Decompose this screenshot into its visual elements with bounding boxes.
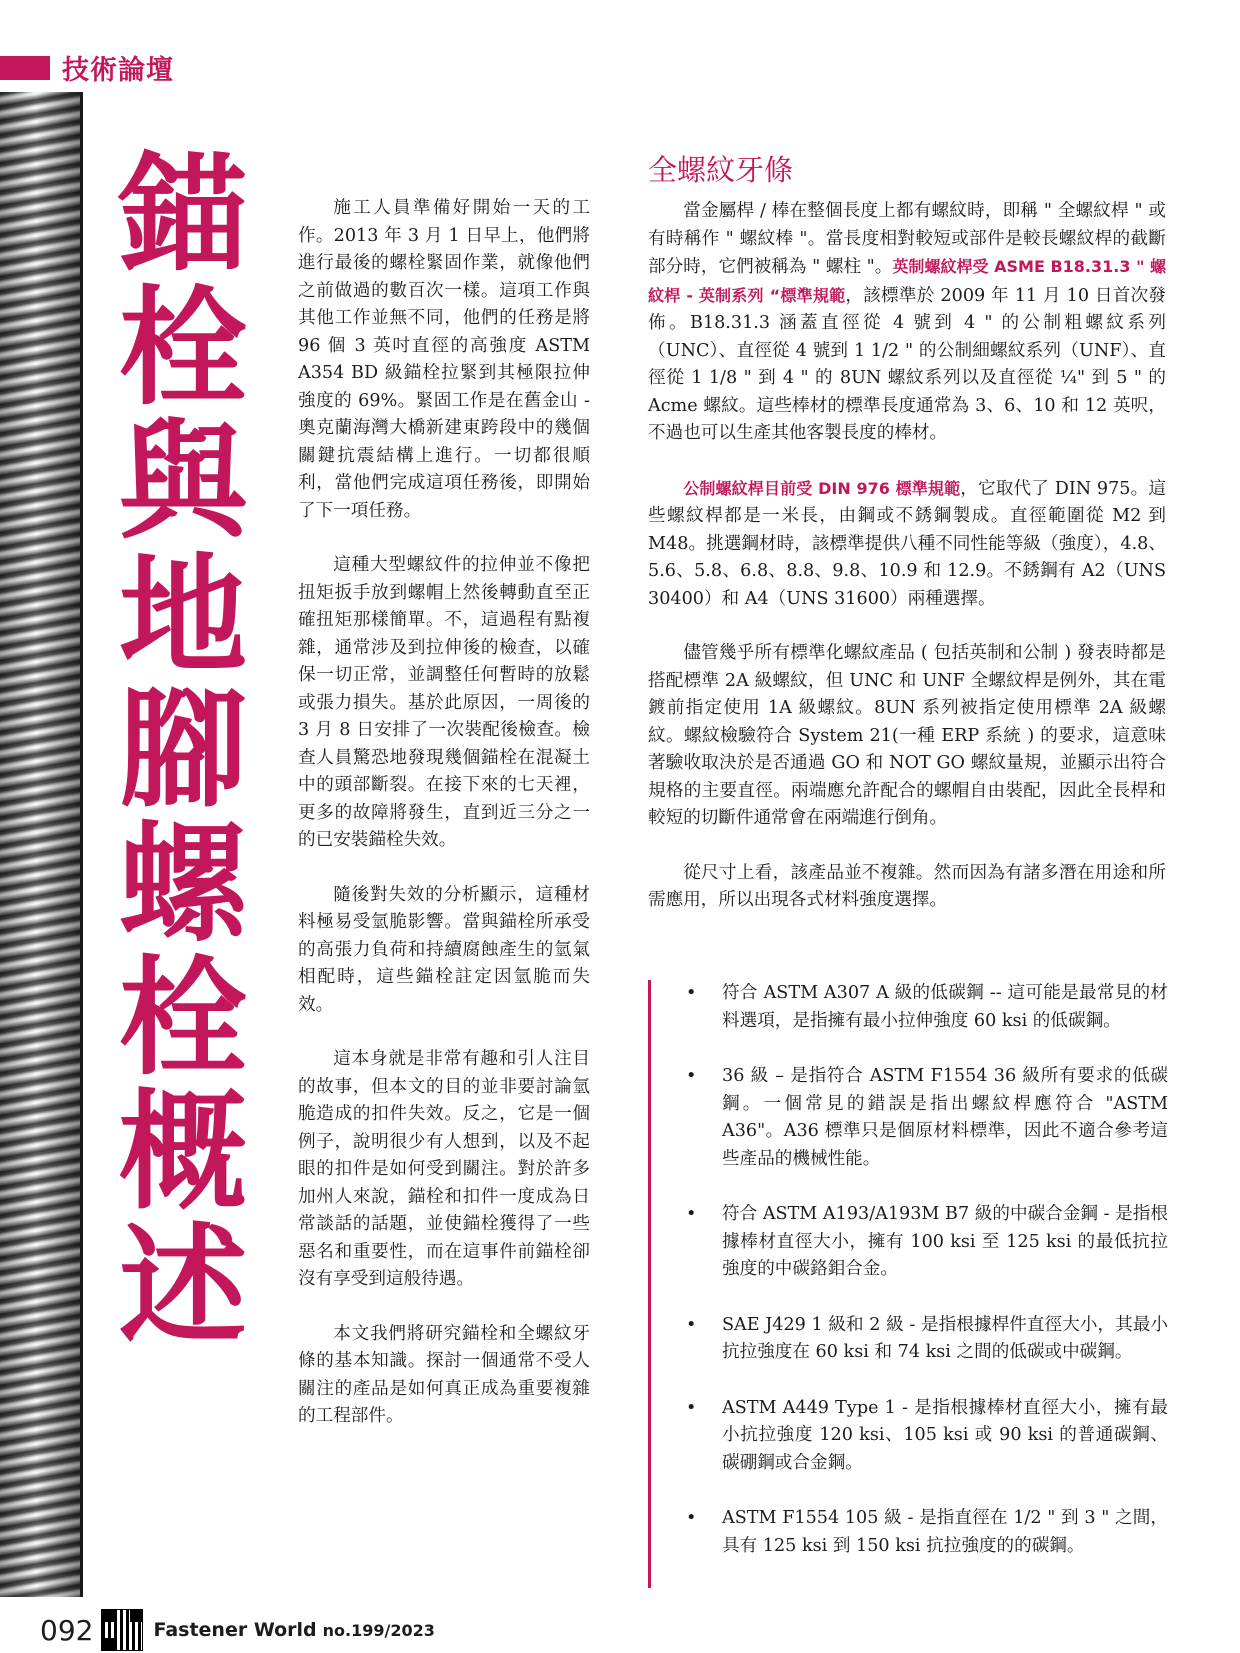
list-item: • ASTM A449 Type 1 - 是指根據棒材直徑大小，擁有最小抗拉強度 120 ksi、105 ksi 或 90 ksi 的普通碳鋼、碳硼鋼或合金鋼。	[722, 1395, 1168, 1478]
accent-rule	[648, 980, 651, 1588]
paragraph-text: ，它取代了 DIN 975。這些螺紋桿都是一米長，由鋼或不銹鋼製成。直徑範圍從 M2 到 M48。挑選鋼材時，該標準提供八種不同性能等級（強度），4.8、5.6、5.8、6.8、8.8、9.8、10.9 和 12.9。不銹鋼有 A2（UNS 30400）和 A4（UNS 31600）兩種選擇。	[648, 478, 1166, 609]
title-char: 與	[118, 408, 247, 557]
title-char: 栓	[118, 944, 247, 1093]
materials-list	[648, 980, 1168, 1560]
title-char: 腳	[118, 676, 247, 825]
title-char: 栓	[118, 274, 247, 423]
body-paragraph: 這本身就是非常有趣和引人注目的故事，但本文的目的並非要討論氫脆造成的扣件失效。反之，它是一個例子，說明很少有人想到，以及不起眼的扣件是如何受到關注。對於許多加州人來說，錨栓和扣件一度成為日常談話的話題，並使錨栓獲得了一些惡名和重要性，而在這事件前錨栓卻沒有享受到這般待遇。	[298, 1049, 590, 1289]
article-title	[108, 140, 258, 1361]
title-char: 概	[118, 1078, 247, 1227]
threaded-rod-image	[0, 92, 83, 1597]
body-paragraph	[648, 475, 1166, 614]
paragraph-text: 當金屬桿 / 棒在整個長度上都有螺紋時，即稱 " 全螺紋桿 " 或有時稱作 " 螺紋棒 "。當長度相對較短或部件是較長螺紋桿的截斷部分時，它們被稱為 " 螺柱 "。	[648, 201, 1166, 277]
qr-code-icon	[101, 1609, 143, 1651]
section-heading: 全螺紋牙條	[648, 153, 794, 187]
highlight-text: 公制螺紋桿目前受 DIN 976 標準規範	[683, 478, 961, 498]
issue-number: no.199/2023	[322, 1620, 435, 1640]
title-char: 述	[118, 1212, 247, 1361]
body-paragraph: 這種大型螺紋件的拉伸並不像把扭矩扳手放到螺帽上然後轉動直至正確扭矩那樣簡單。不，這過程有點複雜，通常涉及到拉伸後的檢查，以確保一切正常，並調整任何暫時的放鬆或張力損失。基於此原因，一周後的 3 月 8 日安排了一次裝配後檢查。檢查人員驚恐地發現幾個錨栓在混凝土中的頭部斷裂。在接下來的七天裡，更多的故障將發生，直到近三分之一的已安裝錨栓失效。	[298, 555, 590, 850]
body-paragraph: 儘管幾乎所有標準化螺紋產品 ( 包括英制和公制 ) 發表時都是搭配標準 2A 級螺紋，但 UNC 和 UNF 全螺紋桿是例外，其在電鍍前指定使用 1A 級螺紋。8UN 系列被指定使用標準 2A 級螺紋。螺紋檢驗符合 System 21(一種 ERP 系統 ) 的要求，這意味著驗收取決於是否通過 GO 和 NOT GO 螺紋量規，並顯示出符合規格的主要直徑。兩端應允許配合的螺帽自由裝配，因此全長桿和較短的切斷件通常會在兩端進行倒角。	[648, 643, 1166, 828]
page-footer	[40, 1608, 435, 1652]
list-item: • SAE J429 1 級和 2 級 - 是指根據桿件直徑大小，其最小抗拉強度在 60 ksi 和 74 ksi 之間的低碳或中碳鋼。	[722, 1312, 1168, 1367]
body-paragraph: 從尺寸上看，該產品並不複雜。然而因為有諸多潛在用途和所需應用，所以出現各式材料強度選擇。	[648, 862, 1166, 910]
title-char: 地	[118, 542, 247, 691]
body-paragraph	[648, 198, 1166, 448]
paragraph-text: ，該標準於 2009 年 11 月 10 日首次發佈。B18.31.3 涵蓋直徑從 4 號到 4 " 的公制粗螺紋系列（UNC）、直徑從 4 號到 1 1/2 " 的公制細螺紋系列（UNF）、直徑從 1 1/8 " 到 4 " 的 8UN 螺紋系列以及直徑從 ¼" 到 5 " 的 Acme 螺紋。這些棒材的標準長度通常為 3、6、10 和 12 英呎，不過也可以生產其他客製長度的棒材。	[648, 285, 1167, 443]
body-paragraph: 施工人員準備好開始一天的工作。2013 年 3 月 1 日早上，他們將進行最後的螺栓緊固作業，就像他們之前做過的數百次一樣。這項工作與其他工作並無不同，他們的任務是將 96 個 3 英吋直徑的高強度 ASTM A354 BD 級錨栓拉緊到其極限拉伸強度的 69%。緊固工作是在舊金山 - 奧克蘭海灣大橋新建東跨段中的幾個關鍵抗震結構上進行。一切都很順利，當他們完成這項任務後，即開始了下一項任務。	[298, 198, 590, 521]
highlight-text: 英制螺紋桿受 ASME B18.31.3 " 螺紋桿 - 英制系列 “標準規範	[648, 257, 1166, 305]
list-item: • 符合 ASTM A307 A 級的低碳鋼 -- 這可能是最常見的材料選項，是指擁有最小拉伸強度 60 ksi 的低碳鋼。	[722, 980, 1168, 1035]
page-number: 092	[40, 1613, 94, 1647]
title-char: 螺	[118, 810, 247, 959]
list-item: • 36 級 – 是指符合 ASTM F1554 36 級所有要求的低碳鋼。一個常見的錯誤是指出螺紋桿應符合 "ASTM A36"。A36 標準只是個原材料標準，因此不適合參考這些產品的機械性能。	[722, 1063, 1168, 1173]
left-column	[298, 195, 590, 1458]
section-bar	[0, 56, 50, 80]
right-column	[648, 152, 1166, 942]
materials-list-block	[648, 980, 1168, 1588]
magazine-brand: Fastener World	[153, 1619, 317, 1641]
body-paragraph: 本文我們將研究錨栓和全螺紋牙條的基本知識。探討一個通常不受人關注的產品是如何真正成為重要複雜的工程部件。	[298, 1323, 590, 1426]
title-char: 錨	[118, 140, 247, 289]
list-item: • 符合 ASTM A193/A193M B7 級的中碳合金鋼 - 是指根據棒材直徑大小，擁有 100 ksi 至 125 ksi 的最低抗拉強度的中碳鉻鉬合金。	[722, 1201, 1168, 1284]
list-item: • ASTM F1554 105 級 - 是指直徑在 1/2 " 到 3 " 之間，具有 125 ksi 到 150 ksi 抗拉強度的的碳鋼。	[722, 1505, 1168, 1560]
body-paragraph: 隨後對失效的分析顯示，這種材料極易受氫脆影響。當與錨栓所承受的高張力負荷和持續腐蝕產生的氫氣相配時，這些錨栓註定因氫脆而失效。	[298, 884, 590, 1015]
section-label: 技術論壇	[62, 55, 174, 86]
